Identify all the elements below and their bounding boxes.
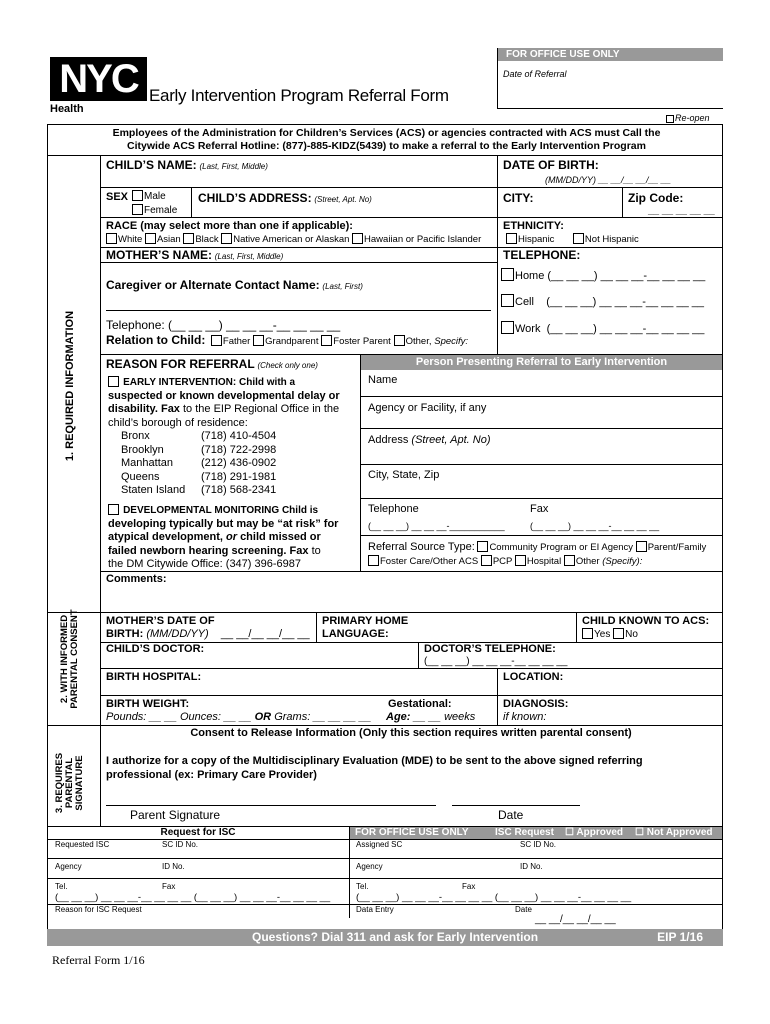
diagnosis-field[interactable]: DIAGNOSIS: [503,698,569,710]
ei-checkbox[interactable] [108,376,119,387]
presenter-agency[interactable]: Agency or Facility, if any [368,402,487,414]
zip-blank: __ __ __ __ __ [648,205,715,216]
doctor-field[interactable]: CHILD’S DOCTOR: [106,643,205,655]
race-options[interactable]: White Asian Black Native American or Alaskan Hawaiian or Pacific Islander [106,233,481,245]
comments-field[interactable]: Comments: [106,573,167,585]
isc-tel-2[interactable]: Tel. [356,882,369,891]
presenter-fax[interactable]: Fax [530,503,549,515]
work-checkbox[interactable] [501,321,514,334]
female-checkbox[interactable] [132,204,143,215]
race-label: RACE (may select more than one if applicable): [106,220,353,232]
authorize-text: I authorize for a copy of the Multidisciplinary Evaluation (MDE) to be sent to the above signed referring professional (ex: Primary Care Provider) [106,755,643,781]
presenter-name[interactable]: Name [368,374,398,386]
zip-field[interactable]: Zip Code: [628,191,684,205]
work-phone[interactable]: Work (__ __ __) __ __ __-__ __ __ __ [501,321,704,335]
other-checkbox[interactable] [394,335,405,346]
requested-isc[interactable]: Requested ISC [55,840,110,849]
nyc-logo: NYC [50,57,147,101]
caregiver-phone[interactable]: Telephone: (__ __ __) __ __ __-__ __ __ __ [106,318,341,332]
community-checkbox[interactable] [477,541,488,552]
sex-label: SEX [106,191,129,203]
white-checkbox[interactable] [106,233,117,244]
ethnicity-label: ETHNICITY: [503,220,564,232]
parent-signature-label[interactable]: Parent Signature [130,808,221,822]
referral-source[interactable]: Referral Source Type: Community Program or EI Agency Parent/Family Foster Care/Other ACS PCP Hospital Other (Specify): [368,541,707,567]
signature-date-label[interactable]: Date [498,808,524,822]
acs-notice: Employees of the Administration for Children’s Services (ACS) or agencies contracted with ACS must Call the Citywide ACS Referral Hotline: (877)-885-KIDZ(5439) to make a referral to the Early Intervention Program [112,127,661,152]
sex-female[interactable]: Female [132,204,177,216]
if-known: if known: [503,711,547,723]
acs-known-field[interactable]: CHILD KNOWN TO ACS: [582,615,710,627]
parent-family-checkbox[interactable] [636,541,647,552]
gestational-field[interactable]: Gestational: [388,698,452,710]
isc-tel[interactable]: Tel. [55,882,68,891]
gestational-age: Age: __ __ weeks [386,711,476,723]
reopen-option[interactable]: Re-open [666,113,710,123]
home-phone[interactable]: Home (__ __ __) __ __ __-__ __ __ __ [501,268,705,282]
doctor-phone-blank: (__ __ __) __ __ __-__ __ __ __ [424,656,568,667]
caregiver-field[interactable]: Caregiver or Alternate Contact Name: (Last, First) [106,278,363,292]
mothers-name-field[interactable]: MOTHER’S NAME: (Last, First, Middle) [106,248,284,262]
isc-request-header: Request for ISC [160,827,236,838]
isc-reason[interactable]: Reason for ISC Request [55,905,142,914]
male-checkbox[interactable] [132,190,143,201]
footer-bar: Questions? Dial 311 and ask for Early Intervention EIP 1/16 [47,929,723,946]
doctor-phone-field[interactable]: DOCTOR’S TELEPHONE: [424,643,556,655]
native-checkbox[interactable] [221,233,232,244]
presenter-address[interactable]: Address (Street, Apt. No) [368,434,491,446]
isc-agency[interactable]: Agency [55,862,82,871]
language-field[interactable]: PRIMARY HOME LANGUAGE: [322,615,409,640]
isc-phone-blanks-2: (__ __ __) __ __ __-__ __ __ __ (__ __ __) __ __ __-__ __ __ __ [356,892,632,903]
ei-option[interactable]: EARLY INTERVENTION: Child with a suspected or known developmental delay or disability. Fax to the EIP Regional Office in the child’s borough of residence: [108,377,340,429]
fax-blank: (__ __ __) __ __ __-__ __ __ __ [530,521,660,531]
isc-fax[interactable]: Fax [162,882,176,891]
form-title: Early Intervention Program Referral Form [149,86,449,105]
dob-format: (MM/DD/YY) __ __/__ __/__ __ [545,175,672,185]
home-checkbox[interactable] [501,268,514,281]
weight-field[interactable]: BIRTH WEIGHT: [106,698,190,710]
sc-id[interactable]: SC ID No. [162,840,199,849]
other-source-checkbox[interactable] [564,555,575,566]
reason-header: REASON FOR REFERRAL (Check only one) [106,357,318,371]
isc-id-no-2[interactable]: ID No. [520,862,543,871]
father-checkbox[interactable] [211,335,222,346]
presenter-city[interactable]: City, State, Zip [368,469,440,481]
weight-units: Pounds: __ __ Ounces: __ __ OR Grams: __ __ __ __ [106,711,372,723]
telephone-label: TELEPHONE: [503,248,581,262]
dm-checkbox[interactable] [108,504,119,515]
dob-field[interactable]: DATE OF BIRTH: [503,158,599,172]
section2-label: 2. WITH INFORMED PARENTAL CONSENT [59,609,80,709]
presenter-telephone[interactable]: Telephone [368,503,419,515]
asian-checkbox[interactable] [145,233,156,244]
isc-fax-2[interactable]: Fax [462,882,476,891]
date-of-referral-label: Date of Referral [503,69,567,79]
foster-care-checkbox[interactable] [368,555,379,566]
cell-checkbox[interactable] [501,294,514,307]
consent-header: Consent to Release Information (Only this section requires written parental consent) [190,727,632,739]
presenter-header: Person Presenting Referral to Early Intervention [361,355,722,370]
reopen-checkbox[interactable] [666,115,674,123]
hospital-checkbox[interactable] [515,555,526,566]
section1-label: 1. REQUIRED INFORMATION [64,310,76,462]
pcp-checkbox[interactable] [481,555,492,566]
logo-health: Health [50,103,84,115]
hospital-field[interactable]: BIRTH HOSPITAL: [106,671,202,683]
ethnicity-options[interactable]: Hispanic Not Hispanic [506,233,639,245]
location-field[interactable]: LOCATION: [503,671,564,683]
office-use-bar: FOR OFFICE USE ONLY [498,48,723,61]
isc-phone-blanks: (__ __ __) __ __ __-__ __ __ __ (__ __ __) __ __ __-__ __ __ __ [55,892,331,903]
isc-date[interactable]: Date [515,905,532,914]
acs-yes-checkbox[interactable] [582,628,593,639]
isc-date-blank: __ __/__ __/__ __ [535,914,616,925]
form-id: Referral Form 1/16 [52,953,145,967]
acs-no-checkbox[interactable] [613,628,624,639]
not-hispanic-checkbox[interactable] [573,233,584,244]
grandparent-checkbox[interactable] [253,335,264,346]
childs-name-field[interactable]: CHILD’S NAME: (Last, First, Middle) [106,158,268,172]
isc-id-no[interactable]: ID No. [162,862,185,871]
isc-office-bar: FOR OFFICE USE ONLY ISC Request ☐ Approved ☐ Not Approved [350,827,722,839]
hispanic-checkbox[interactable] [506,233,517,244]
city-field[interactable]: CITY: [503,191,534,205]
dm-option[interactable]: DEVELOPMENTAL MONITORING Child is developing typically but may be “at risk” for atypical development, or child missed or failed newborn hearing screening. Fax to the DM Citywide Office: (347) 396-6987 [108,505,339,570]
hawaiian-checkbox[interactable] [352,233,363,244]
isc-agency-2[interactable]: Agency [356,862,383,871]
isc-data-entry[interactable]: Data Entry [356,905,394,914]
sex-male[interactable]: Male [132,190,166,202]
tel-blank: (__ __ __) __ __ __-___________ [368,521,505,531]
black-checkbox[interactable] [183,233,194,244]
acs-options[interactable]: Yes No [582,628,638,640]
address-field[interactable]: CHILD’S ADDRESS: (Street, Apt. No) [198,191,372,205]
sc-id-2[interactable]: SC ID No. [520,840,557,849]
relation-field[interactable]: Relation to Child: Father Grandparent Foster Parent Other, Specify: [106,333,469,347]
foster-checkbox[interactable] [321,335,332,346]
mothers-dob-field[interactable]: MOTHER’S DATE OF BIRTH: (MM/DD/YY) __ __/__ __/__ __ [106,615,310,640]
borough-list: Bronx (718) 410-4504 Brooklyn (718) 722-2998 Manhattan (212) 436-0902 Queens (718) 291-1981 Staten Island (718) 568-2341 [121,430,277,497]
cell-phone[interactable]: Cell (__ __ __) __ __ __-__ __ __ __ [501,294,704,308]
assigned-sc[interactable]: Assigned SC [356,840,403,849]
section3-label: 3. REQUIRES PARENTAL SIGNATURE [54,752,85,814]
